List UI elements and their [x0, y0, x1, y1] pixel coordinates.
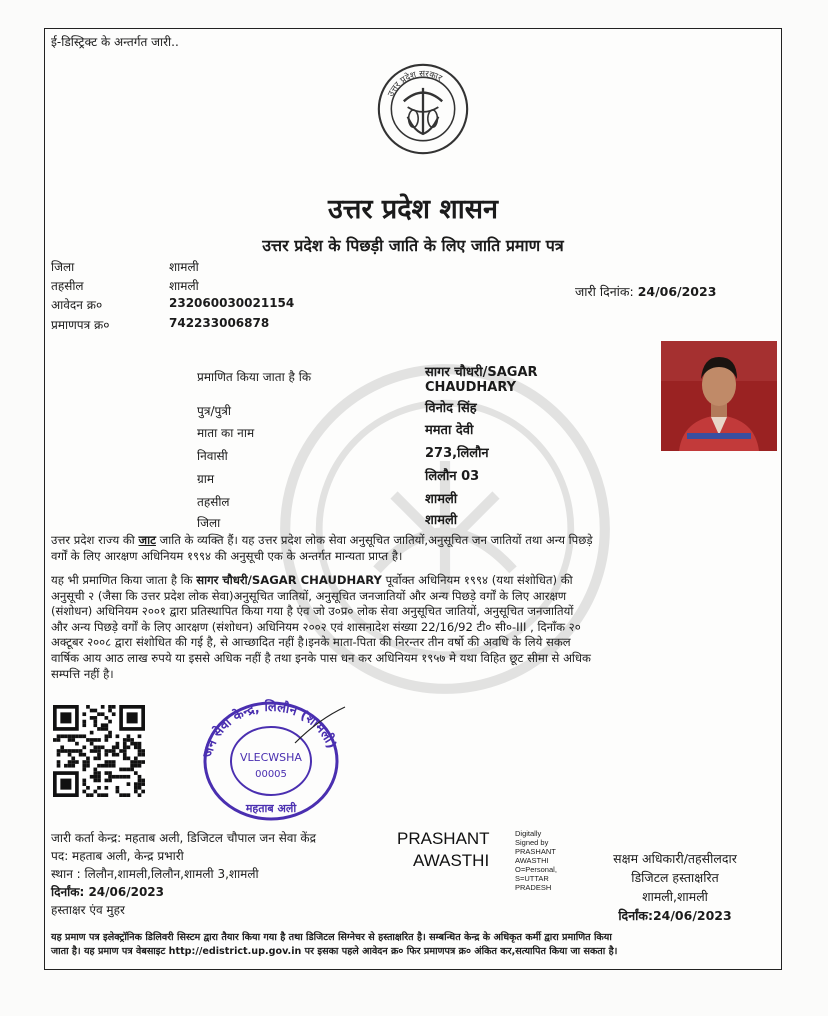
field-value-resident: 273,लिलौन: [425, 446, 489, 461]
para2-line2: अनुसूची २ (जैसा कि उत्तर प्रदेश लोक सेवा)अनुसूचित जातियों, अनुसूचित जनजातियों और अन्य पिछड़े वर्गों के लिए आरक्षण: [51, 588, 567, 603]
issue-date-value: 24/06/2023: [637, 284, 717, 299]
field-label-parent: पुत्र/पुत्री: [197, 404, 232, 418]
authority-signed: डिजिटल हस्ताक्षरित: [631, 870, 719, 885]
footer-line1: यह प्रमाण पत्र इलेक्ट्रॉनिक डिलिवरी सिस्टम द्वारा तैयार किया गया है तथा डिजिटल सिग्नेचर से हस्ताक्षरित है। सम्बन्धित केन्द्र के अधिकृत कर्मी द्वारा प्रमाणित किया: [51, 932, 612, 943]
svg-text:उत्तर प्रदेश सरकार: उत्तर प्रदेश सरकार: [386, 69, 444, 99]
para2-line6: वार्षिक आय आठ लाख रुपये या इससे अधिक नहीं है तथा इनके पास धन कर अधिनियम १९५७ मे यथा विहित छूट सीमा से अधिक: [51, 650, 591, 665]
field-value-mother: ममता देवी: [425, 423, 474, 438]
meta-label-application-no: आवेदन क्र०: [51, 298, 103, 312]
caste-name: जाट: [138, 533, 156, 547]
field-label-resident: निवासी: [197, 449, 228, 463]
authority-place: शामली,शामली: [642, 889, 708, 904]
meta-value-certificate-no: 742233006878: [169, 316, 270, 330]
para2-line7: सम्पत्ति नहीं है।: [51, 666, 114, 681]
vle-seal-stamp: [199, 699, 349, 829]
header-note: ई-डिस्ट्रिक्ट के अन्तर्गत जारी..: [51, 35, 179, 49]
field-value-parent: विनोद सिंह: [425, 401, 477, 416]
holder-name-line1: सागर चौधरी/SAGAR: [425, 365, 538, 380]
field-label-mother: माता का नाम: [197, 426, 255, 440]
issuer-sign-label: हस्ताक्षर एंव मुहर: [51, 903, 125, 917]
field-label-district: जिला: [197, 516, 221, 530]
para2-line1: यह भी प्रमाणित किया जाता है कि सागर चौधरी/SAGAR CHAUDHARY पूर्वोक्त अधिनियम १९९४ (यथा संशोधित) की: [51, 573, 573, 587]
certify-label: प्रमाणित किया जाता है कि: [197, 370, 312, 384]
meta-value-tehsil: शामली: [169, 279, 199, 293]
issuer-date: दिर्नांक: 24/06/2023: [51, 885, 165, 899]
creamy-layer-paragraph: [51, 573, 773, 682]
issuer-center: जारी कर्ता केन्द्र: महताब अली, डिजिटल चौपाल जन सेवा केंद्र: [51, 831, 316, 845]
meta-label-certificate-no: प्रमाणपत्र क्र०: [51, 318, 110, 332]
field-value-tehsil: शामली: [425, 492, 458, 507]
issuer-block: [51, 829, 316, 919]
field-value-village: लिलौन 03: [425, 469, 480, 484]
holder-name-line2: CHAUDHARY: [425, 380, 517, 395]
authority-date: दिर्नांक:24/06/2023: [618, 908, 732, 923]
field-value-district: शामली: [425, 513, 458, 528]
seal-top-text: जन सेवा केन्द्र, लिलौन (शामली): [200, 699, 339, 759]
qr-code-icon[interactable]: [53, 705, 145, 797]
seal-bottom-text: महताब अली: [245, 802, 297, 815]
applicant-photo: [661, 341, 777, 451]
seal-center-text: VLECWSHA: [240, 751, 302, 764]
caste-paragraph-line2: वर्गों के लिए आरक्षण अधिनियम १९९४ की अनुसूची एक के अन्तर्गत मान्यता प्राप्त है।: [51, 548, 403, 563]
page-title: उत्तर प्रदेश शासन: [328, 194, 498, 225]
meta-value-application-no: 232060030021154: [169, 296, 295, 310]
caste-paragraph-line1: उत्तर प्रदेश राज्य की जाट जाति के व्यक्ति हैं। यह उत्तर प्रदेश लोक सेवा अनुसूचित जातियों,अनुसूचित जन जातियों तथा अन्य पिछड़े: [51, 533, 593, 547]
issuer-place: स्थान : लिलौन,शामली,लिलौन,शामली 3,शामली: [51, 867, 259, 881]
meta-label-tehsil: तहसील: [51, 279, 84, 293]
para2-line5: अक्टूबर २००८ द्वारा संशोधित की गई है, से आच्छादित नहीं है।इनके माता-पिता की निरन्तर तीन वर्षो की अवधि के लिये सकल: [51, 635, 571, 650]
footer-line2: जाता है। यह प्रमाण पत्र वेबसाइट http://edistrict.up.gov.in पर इसका पहले आवेदन क्र० फिर प्रमाणपत्र क्र० अंकित कर,सत्यापित किया जा सकता है।: [51, 946, 618, 957]
field-label-village: ग्राम: [197, 472, 215, 486]
person-photo-icon: [661, 341, 777, 451]
digital-signer-name-2: AWASTHI: [413, 851, 490, 870]
digital-signature-details: Digitally Signed by PRASHANT AWASTHI O=Personal, S=UTTAR PRADESH: [515, 829, 557, 892]
footer-note: [51, 931, 775, 959]
para2-line3: (संशोधन) अधिनियम २००१ द्वारा प्रतिस्थापित किया गया है एंव जो उ०प्र० लोक सेवा अनुसूचित जातियों, अनुसूचित जनजातियों: [51, 604, 574, 619]
issue-date-label: जारी दिनांक:: [575, 284, 634, 299]
up-govt-emblem-icon: [375, 59, 471, 159]
para2-line4: और अन्य पिछड़े वर्गों के लिए आरक्षण (संशोधन) अधिनियम २००२ एवं शासनादेश संख्या 22/16/92 टी० सी०-III , दिनाँक २०: [51, 619, 581, 634]
seal-number: 00005: [255, 769, 287, 780]
issuer-post: पद: महताब अली, केन्द्र प्रभारी: [51, 849, 184, 863]
digital-signer-name-1: PRASHANT: [397, 829, 490, 848]
issue-date: [575, 283, 716, 300]
authority-title: सक्षम अधिकारी/तहसीलदार: [613, 851, 737, 866]
caste-paragraph: [51, 533, 773, 564]
para2-holder-name: सागर चौधरी/SAGAR CHAUDHARY: [196, 573, 382, 587]
certificate-subtitle: उत्तर प्रदेश के पिछड़ी जाति के लिए जाति प्रमाण पत्र: [262, 236, 564, 255]
certificate: [44, 28, 782, 970]
meta-value-district: शामली: [169, 260, 199, 274]
authority-block: [585, 849, 765, 925]
field-label-tehsil: तहसील: [197, 495, 230, 509]
meta-label-district: जिला: [51, 260, 75, 274]
